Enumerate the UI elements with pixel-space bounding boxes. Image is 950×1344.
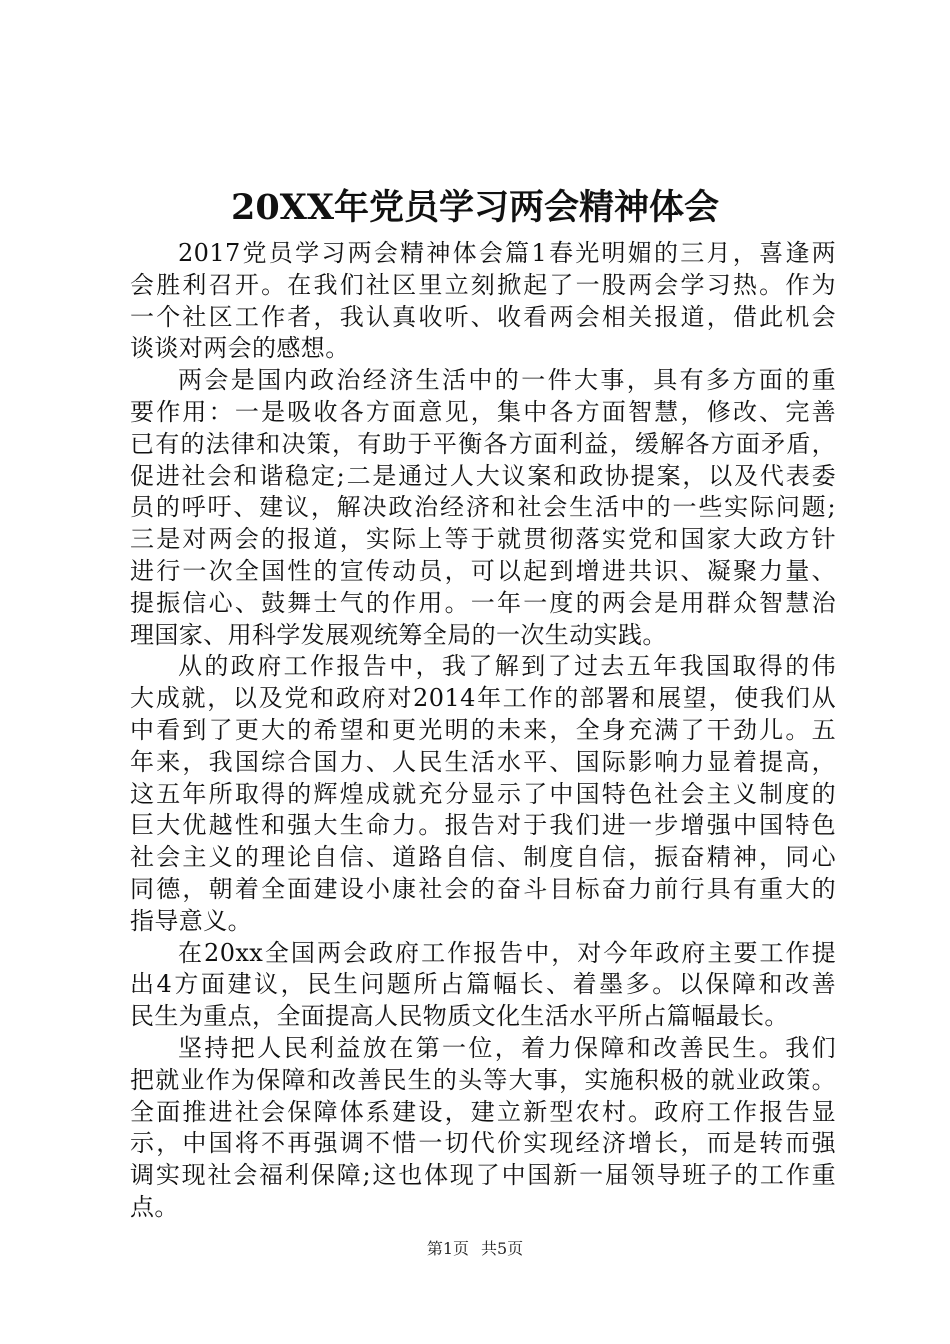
text-line: 示，中国将不再强调不惜一切代价实现经济增长，而是转而强 (130, 1129, 836, 1158)
text-line: 要作用：一是吸收各方面意见，集中各方面智慧，修改、完善 (130, 397, 836, 426)
text-line: 中看到了更大的希望和更光明的未来，全身充满了干劲儿。五 (130, 715, 836, 744)
text-line: 民生为重点，全面提高人民物质文化生活水平所占篇幅最长。 (130, 1002, 789, 1031)
text-line: 谈谈对两会的感想。 (130, 334, 350, 363)
text-line: 全面推进社会保障体系建设，建立新型农村。政府工作报告显 (130, 1097, 836, 1126)
page-number: 第1页 (426, 1239, 469, 1258)
text-line: 调实现社会福利保障;这也体现了中国新一届领导班子的工作重 (130, 1161, 836, 1190)
text-line: 巨大优越性和强大生命力。报告对于我们进一步增强中国特色 (130, 811, 836, 840)
text-line: 提振信心、鼓舞士气的作用。一年一度的两会是用群众智慧治 (130, 588, 836, 617)
text-line: 一个社区工作者，我认真收听、收看两会相关报道，借此机会 (130, 302, 836, 331)
text-line: 员的呼吁、建议，解决政治经济和社会生活中的一些实际问题; (130, 493, 836, 522)
text-line: 在20xx全国两会政府工作报告中，对今年政府主要工作提 (178, 938, 836, 967)
text-line: 坚持把人民利益放在第一位，着力保障和改善民生。我们 (178, 1033, 836, 1062)
text-line: 三是对两会的报道，实际上等于就贯彻落实党和国家大政方针 (130, 525, 836, 554)
text-line: 进行一次全国性的宣传动员，可以起到增进共识、凝聚力量、 (130, 556, 836, 585)
text-line: 促进社会和谐稳定;二是通过人大议案和政协提案，以及代表委 (130, 461, 836, 490)
text-line: 已有的法律和决策，有助于平衡各方面利益，缓解各方面矛盾， (130, 429, 836, 458)
text-line: 理国家、用科学发展观统筹全局的一次生动实践。 (130, 620, 667, 649)
text-line: 把就业作为保障和改善民生的头等大事，实施积极的就业政策。 (130, 1065, 836, 1094)
text-line: 这五年所取得的辉煌成就充分显示了中国特色社会主义制度的 (130, 779, 836, 808)
text-line: 2017党员学习两会精神体会篇1春光明媚的三月，喜逢两 (178, 239, 836, 267)
page-total: 共5页 (481, 1239, 524, 1258)
text-line: 同德，朝着全面建设小康社会的奋斗目标奋力前行具有重大的 (130, 874, 836, 903)
document-title: 20XX年党员学习两会精神体会 (230, 187, 720, 228)
text-line: 年来，我国综合国力、人民生活水平、国际影响力显着提高， (130, 747, 836, 776)
text-line: 大成就，以及党和政府对2014年工作的部署和展望，使我们从 (130, 684, 836, 713)
page-footer (0, 1238, 950, 1260)
text-line: 出4方面建议，民生问题所占篇幅长、着墨多。以保障和改善 (130, 970, 836, 999)
text-line: 会胜利召开。在我们社区里立刻掀起了一股两会学习热。作为 (130, 270, 836, 299)
text-line: 点。 (130, 1192, 179, 1221)
text-line: 两会是国内政治经济生活中的一件大事，具有多方面的重 (178, 366, 836, 395)
document-body (130, 238, 836, 1224)
text-line: 社会主义的理论自信、道路自信、制度自信，振奋精神，同心 (130, 843, 836, 872)
text-line: 从的政府工作报告中，我了解到了过去五年我国取得的伟 (178, 652, 836, 681)
text-line: 指导意义。 (130, 906, 252, 935)
